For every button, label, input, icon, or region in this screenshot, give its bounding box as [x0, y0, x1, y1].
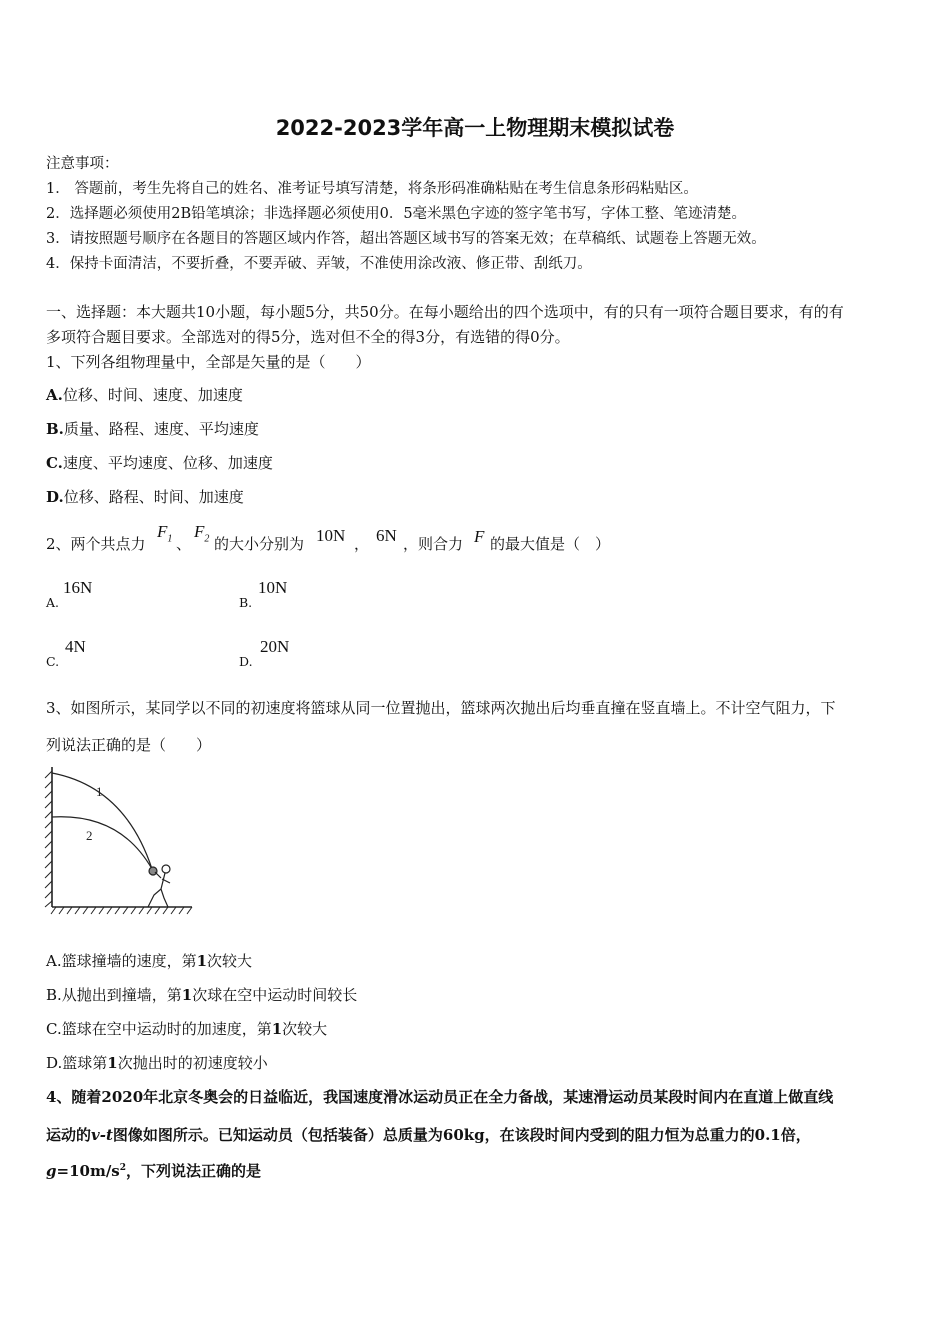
comma: ， [354, 535, 370, 553]
question-2-stem-b: 的大小分别为 [214, 535, 305, 553]
option-text: 位移、路程、时间、加速度 [63, 488, 244, 506]
option-text: 质量、路程、速度、平均速度 [63, 420, 259, 438]
separator: 、 [176, 535, 192, 553]
option-letter: B. [239, 595, 253, 610]
notice-item-3: 3．请按照题号顺序在各题目的答题区域内作答，超出答题区域书写的答案无效；在草稿纸、试题卷上答题无效。 [46, 231, 766, 247]
question-3-option-c: C.篮球在空中运动时的加速度，第1次较大 [46, 1020, 328, 1038]
wall-hatching [45, 771, 52, 907]
notice-heading: 注意事项： [46, 156, 119, 172]
option-text: 速度、平均速度、位移、加速度 [62, 454, 273, 472]
question-3-stem-line-1: 3、如图所示，某同学以不同的初速度将篮球从同一位置抛出，篮球两次抛出后均垂直撞在竖直墙上。不计空气阻力，下 [46, 699, 836, 717]
question-3-stem-line-2: 列说法正确的是（ ） [46, 736, 212, 754]
question-2-stem-d: 的最大值是（ ） [490, 535, 611, 553]
option-letter: C. [46, 654, 60, 669]
basketball-trajectory-figure [40, 765, 200, 917]
page-title: 2022-2023学年高一上物理期末模拟试卷 [275, 116, 675, 140]
option-letter: B. [46, 420, 64, 438]
section-intro-line-1: 一、选择题：本大题共10小题，每小题5分，共50分。在每小题给出的四个选项中，有的只有一项符合题目要求，有的有 [46, 303, 844, 321]
question-1-option-d [46, 486, 244, 507]
question-1-option-c [46, 452, 273, 473]
question-3-option-d: D.篮球第1次抛出时的初速度较小 [46, 1054, 268, 1072]
option-letter: D. [46, 488, 64, 506]
section-intro-line-2: 多项符合题目要求。全部选对的得5分，选对但不全的得3分，有选错的得0分。 [46, 328, 570, 346]
notice-item-4: 4．保持卡面清洁，不要折叠，不要弄破、弄皱，不准使用涂改液、修正带、刮纸刀。 [46, 256, 592, 272]
question-4-stem-line-1: 4、随着2020年北京冬奥会的日益临近，我国速度滑冰运动员正在全力备战，某速滑运动员某段时间内在直道上做直线 [46, 1088, 834, 1106]
basketball [149, 867, 157, 875]
force-value-2: 6N [376, 526, 397, 545]
question-2-stem-c: ，则合力 [403, 535, 464, 553]
question-2-option-c-value: 4N [65, 637, 86, 656]
option-letter: C. [46, 454, 63, 472]
question-2-option-b-value: 10N [258, 578, 288, 597]
notice-item-1: 1． 答题前，考生先将自己的姓名、准考证号填写清楚，将条形码准确粘贴在考生信息条形码粘贴区。 [46, 181, 698, 197]
question-2-option-a-value: 16N [63, 578, 93, 597]
force-value-1: 10N [316, 526, 346, 545]
force-f1-symbol: $F_1$ [157, 522, 173, 545]
trajectory-label-2: 2 [86, 828, 93, 843]
trajectory-label-1: 1 [96, 784, 103, 799]
question-3-option-b: B.从抛出到撞墙，第1次球在空中运动时间较长 [46, 986, 358, 1004]
question-4-stem-line-3: $g=10m/s^2$，下列说法正确的是 [46, 1162, 262, 1180]
notice-item-2: 2．选择题必须使用2B铅笔填涂；非选择题必须使用0．5毫米黑色字迹的签字笔书写，字体工整、笔迹清楚。 [46, 206, 747, 222]
thrower-figure [148, 865, 170, 907]
option-letter: A. [46, 595, 60, 610]
option-letter: D. [239, 654, 253, 669]
option-letter: A. [46, 386, 63, 404]
ground-hatching [51, 907, 192, 914]
question-1-option-b [46, 418, 259, 439]
force-f2-symbol: $F_2$ [194, 522, 210, 545]
question-1-option-a [46, 384, 243, 405]
question-2-option-d-value: 20N [260, 637, 290, 656]
question-2-stem-a: 2、两个共点力 [46, 535, 146, 553]
option-text: 位移、时间、速度、加速度 [62, 386, 243, 404]
vt-graph-term: v-t [91, 1126, 113, 1144]
trajectory-2 [52, 817, 152, 869]
question-4-stem-line-2: 运动的v-t图像如图所示。已知运动员（包括装备）总质量为60kg，在该段时间内受到的阻力恒为总重力的0.1倍， [46, 1126, 811, 1144]
question-1-stem: 1、下列各组物理量中，全部是矢量的是（ ） [46, 353, 371, 371]
question-3-option-a: A.篮球撞墙的速度，第1次较大 [46, 952, 253, 970]
resultant-force-symbol: F [474, 527, 485, 546]
